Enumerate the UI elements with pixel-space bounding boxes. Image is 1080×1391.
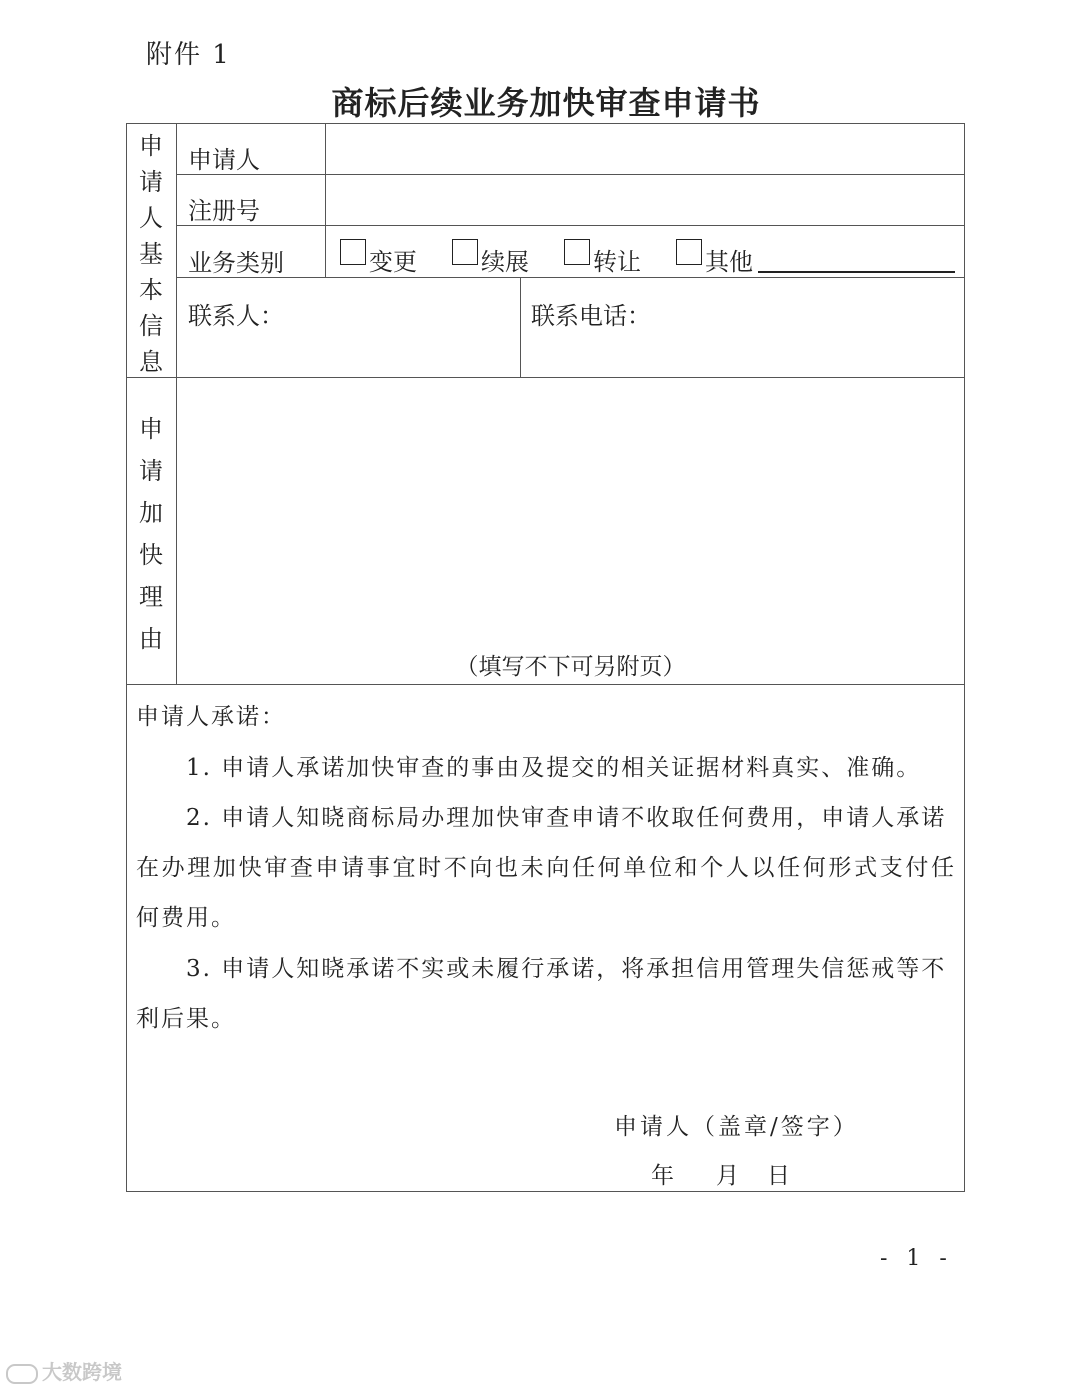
change-checkbox[interactable]	[340, 239, 366, 265]
registration-number-field[interactable]	[327, 176, 963, 224]
signature-day: 日	[767, 1163, 793, 1189]
contact-label: 联系人：	[188, 302, 284, 330]
renewal-option-label: 续展	[481, 248, 529, 276]
attachment-label: 附件 1	[146, 40, 231, 70]
transfer-option-label: 转让	[593, 248, 641, 276]
registration-number-label: 注册号	[188, 197, 260, 225]
row-divider	[176, 174, 965, 175]
reason-note: （填写不下可另附页）	[455, 654, 686, 680]
page-number: - 1 -	[880, 1246, 953, 1271]
applicant-label: 申请人	[188, 146, 260, 174]
commitment-item-1: 1. 申请人承诺加快审查的事由及提交的相关证据材料真实、准确。	[186, 755, 922, 781]
form-title: 商标后续业务加快审查申请书	[331, 84, 761, 122]
signature-year: 年	[651, 1163, 677, 1189]
watermark-logo-icon	[6, 1364, 38, 1384]
signature-month: 月	[716, 1163, 742, 1189]
change-option-label: 变更	[369, 248, 417, 276]
transfer-checkbox[interactable]	[564, 239, 590, 265]
phone-label: 联系电话：	[531, 302, 651, 330]
commitment-item-3-rest: 利后果。	[136, 1006, 236, 1032]
row-divider	[176, 277, 965, 278]
column-divider	[325, 123, 326, 277]
applicant-field[interactable]	[327, 125, 963, 173]
other-specify-line[interactable]	[758, 271, 955, 273]
commitment-item-2-line1: 2. 申请人知晓商标局办理加快审查申请不收取任何费用，申请人承诺	[186, 805, 947, 831]
business-type-label: 业务类别	[188, 249, 284, 277]
section-divider	[126, 377, 965, 378]
other-option-label: 其他	[705, 248, 753, 276]
signer-label: 申请人（盖章/签字）	[614, 1114, 859, 1140]
renewal-checkbox[interactable]	[452, 239, 478, 265]
reason-side-label: 申 请 加 快 理 由	[139, 415, 163, 653]
column-divider	[176, 123, 177, 684]
commitment-heading: 申请人承诺：	[136, 704, 286, 730]
contact-field[interactable]	[178, 330, 518, 375]
commitment-item-3-line1: 3. 申请人知晓承诺不实或未履行承诺，将承担信用管理失信惩戒等不	[186, 956, 947, 982]
watermark: 大数跨境	[6, 1356, 122, 1385]
other-checkbox[interactable]	[676, 239, 702, 265]
commitment-item-2-rest: 在办理加快审查申请事宜时不向也未向任何单位和个人以任何形式支付任何费用。	[136, 855, 956, 931]
phone-field[interactable]	[522, 330, 963, 375]
column-divider	[520, 277, 521, 377]
section-divider	[126, 684, 965, 685]
row-divider	[176, 225, 965, 226]
reason-field[interactable]	[178, 379, 963, 644]
applicant-info-side-label: 申 请 人 基 本 信 息	[139, 132, 163, 376]
